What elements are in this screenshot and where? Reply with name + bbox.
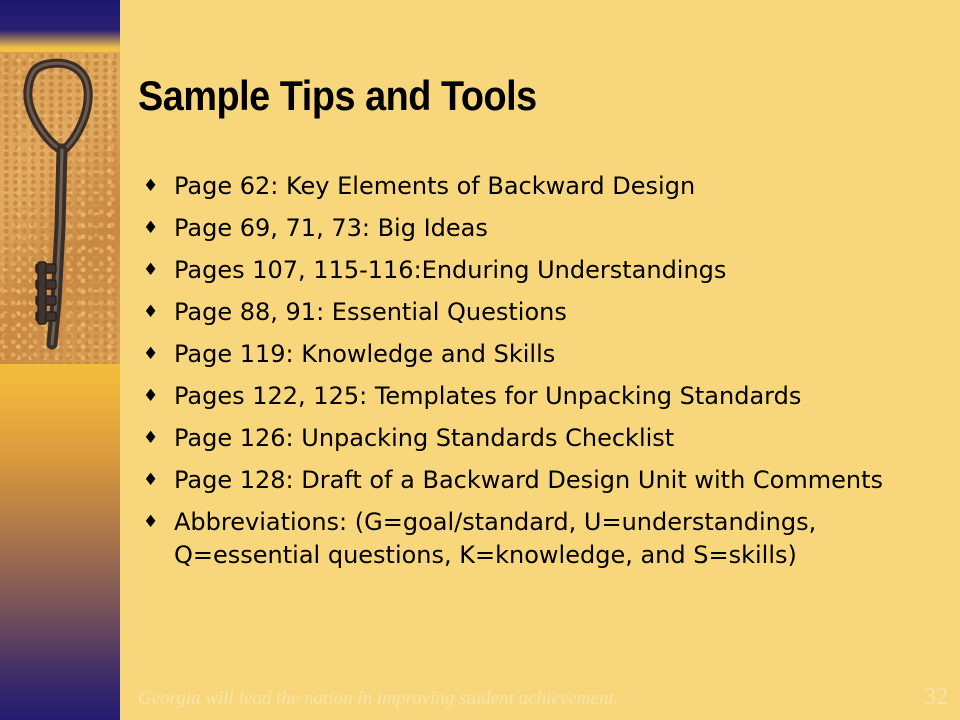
page-number: 32 [924, 684, 948, 710]
list-item-text: Pages 107, 115-116:Enduring Understandings [174, 256, 727, 284]
list-item [143, 380, 943, 413]
diamond-bullet-icon: ♦ [143, 260, 159, 280]
list-item [143, 338, 943, 371]
diamond-bullet-icon: ♦ [143, 344, 159, 364]
list-item [143, 506, 943, 572]
list-item-text: Page 126: Unpacking Standards Checklist [174, 424, 675, 452]
diamond-bullet-icon: ♦ [143, 512, 159, 532]
key-icon [0, 52, 120, 364]
list-item-text: Abbreviations: (G=goal/standard, U=understandings, Q=essential questions, K=knowledge, and S=skills) [174, 508, 817, 569]
list-item [143, 422, 943, 455]
diamond-bullet-icon: ♦ [143, 428, 159, 448]
list-item [143, 464, 943, 497]
bullet-list [143, 170, 943, 581]
diamond-bullet-icon: ♦ [143, 386, 159, 406]
list-item-text: Page 88, 91: Essential Questions [174, 298, 567, 326]
list-item-text: Page 128: Draft of a Backward Design Unit with Comments [174, 466, 883, 494]
diamond-bullet-icon: ♦ [143, 176, 159, 196]
diamond-bullet-icon: ♦ [143, 218, 159, 238]
list-item-text: Page 119: Knowledge and Skills [174, 340, 556, 368]
footer-slogan: Georgia will lead the nation in improving student achievement. [138, 688, 619, 709]
list-item-text: Page 62: Key Elements of Backward Design [174, 172, 696, 200]
slide-title: Sample Tips and Tools [138, 72, 537, 119]
list-item [143, 296, 943, 329]
key-image [0, 52, 120, 364]
diamond-bullet-icon: ♦ [143, 470, 159, 490]
list-item [143, 170, 943, 203]
list-item-text: Page 69, 71, 73: Big Ideas [174, 214, 488, 242]
diamond-bullet-icon: ♦ [143, 302, 159, 322]
list-item-text: Pages 122, 125: Templates for Unpacking Standards [174, 382, 802, 410]
list-item [143, 212, 943, 245]
list-item [143, 254, 943, 287]
